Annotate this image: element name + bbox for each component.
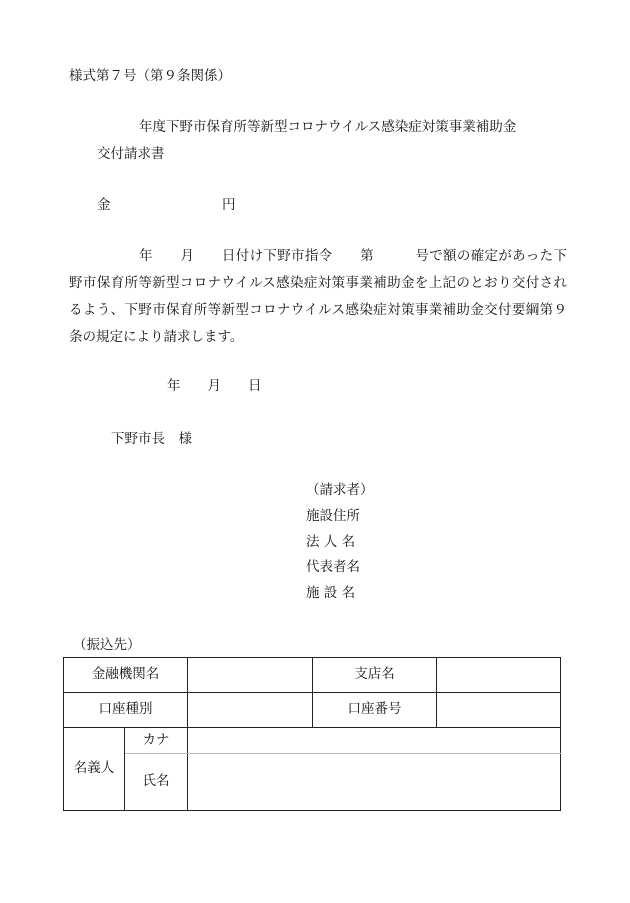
amount-unit: 円 bbox=[222, 197, 236, 213]
table-row bbox=[64, 754, 561, 811]
branch-value-cell[interactable] bbox=[437, 658, 561, 693]
account-type-label: 口座種別 bbox=[64, 693, 188, 728]
table-row bbox=[64, 693, 561, 728]
institution-label: 金融機関名 bbox=[64, 658, 188, 693]
account-number-value-cell[interactable] bbox=[437, 693, 561, 728]
amount-prefix: 金 bbox=[97, 197, 111, 213]
table-row bbox=[64, 728, 561, 754]
claimant-heading: （請求者） bbox=[306, 482, 374, 498]
bank-transfer-table bbox=[63, 657, 561, 811]
account-type-value-cell[interactable] bbox=[188, 693, 313, 728]
kana-value-cell[interactable] bbox=[188, 728, 561, 754]
document-subtitle: 交付請求書 bbox=[97, 146, 165, 162]
kana-label: カナ bbox=[125, 728, 188, 754]
table-row bbox=[64, 658, 561, 693]
branch-label: 支店名 bbox=[313, 658, 437, 693]
form-number: 様式第７号（第９条関係） bbox=[69, 68, 231, 84]
bank-heading: （振込先） bbox=[73, 637, 141, 653]
document-title: 年度下野市保育所等新型コロナウイルス感染症対策事業補助金 bbox=[139, 119, 517, 135]
request-body-text: 年 月 日付け下野市指令 第 号で額の確定があった下野市保育所等新型コロナウイルス感染症対策事業補助金を上記のとおり交付されるよう、下野市保育所等新型コロナウイルス感染症対策事業補助金交付要綱第９条の規定により請求します。 bbox=[69, 248, 567, 345]
addressee: 下野市長 様 bbox=[111, 431, 192, 447]
name-value-cell[interactable] bbox=[188, 754, 561, 811]
institution-value-cell[interactable] bbox=[188, 658, 313, 693]
claimant-address-label: 施設住所 bbox=[306, 508, 360, 524]
name-label: 氏名 bbox=[125, 754, 188, 811]
claimant-representative-label: 代表者名 bbox=[306, 559, 360, 575]
claimant-facility-label: 施 設 名 bbox=[306, 585, 356, 601]
account-number-label: 口座番号 bbox=[313, 693, 437, 728]
request-date: 年 月 日 bbox=[167, 378, 262, 394]
holder-label: 名義人 bbox=[64, 728, 125, 811]
claimant-corp-label: 法 人 名 bbox=[306, 534, 356, 550]
